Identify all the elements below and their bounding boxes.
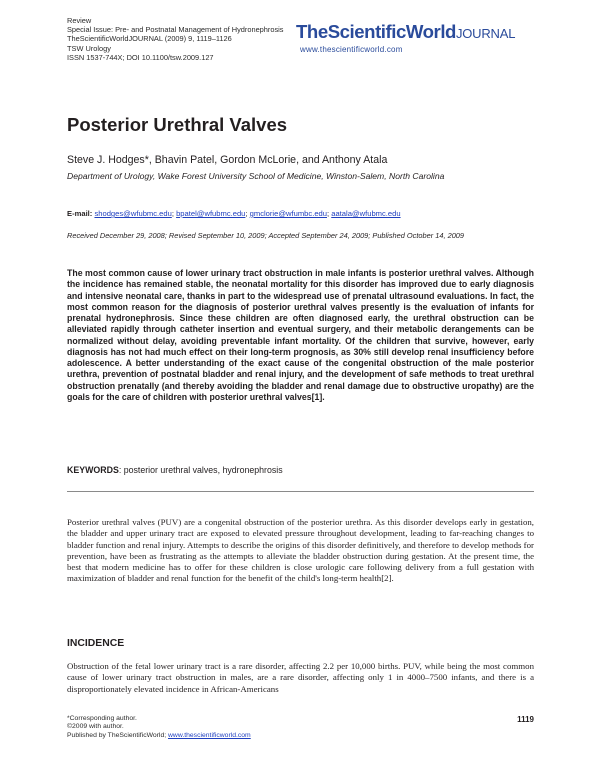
- header-review: Review: [67, 16, 92, 25]
- section-heading-incidence: INCIDENCE: [67, 638, 125, 649]
- email-link-atala[interactable]: aatala@wfubmc.edu: [331, 209, 401, 218]
- email-label: E-mail:: [67, 209, 93, 218]
- footer-published: Published by TheScientificWorld; www.thescientificworld.com: [67, 731, 251, 739]
- header-issn: ISSN 1537-744X; DOI 10.1100/tsw.2009.127: [67, 52, 214, 62]
- logo-url: www.thescientificworld.com: [300, 45, 403, 54]
- incidence-paragraph: Obstruction of the fetal lower urinary tract is a rare disorder, affecting 2.2 per 10,000 births. PUV, while being the most common cause of lower urinary tract obstruction in males, are a rare disorder, affecting only 1 in 4000–7500 infants, and there is a disproportionately elevated incidence in African-Americans: [67, 661, 534, 694]
- header-section: TSW Urology: [67, 43, 111, 53]
- email-link-mclorie[interactable]: gmclorie@wfumbc.edu: [249, 209, 327, 218]
- footer-url-link[interactable]: www.thescientificworld.com: [168, 731, 251, 739]
- page-footer: [67, 715, 251, 740]
- email-link-patel[interactable]: bpatel@wfubmc.edu: [176, 209, 246, 218]
- article-affiliation: Department of Urology, Wake Forest University School of Medicine, Winston-Salem, North Carolina: [67, 171, 445, 181]
- header-special-issue: Special Issue: Pre- and Postnatal Management of Hydronephrosis: [67, 25, 284, 35]
- keywords: [67, 465, 283, 475]
- article-authors: Steve J. Hodges*, Bhavin Patel, Gordon McLorie, and Anthony Atala: [67, 154, 388, 166]
- email-link-hodges[interactable]: shodges@wfubmc.edu: [94, 209, 172, 218]
- author-emails: E-mail: shodges@wfubmc.edu; bpatel@wfubmc.edu; gmclorie@wfumbc.edu; aatala@wfubmc.edu: [67, 209, 401, 218]
- section-divider: [67, 491, 534, 492]
- footer-corresponding: *Corresponding author.: [67, 715, 137, 722]
- journal-logo: [296, 22, 536, 68]
- page-number: 1119: [517, 715, 534, 724]
- article-title: Posterior Urethral Valves: [67, 114, 288, 135]
- logo-wordmark: TheScientificWorldJOURNAL: [296, 21, 516, 42]
- journal-header-meta: [67, 16, 307, 62]
- publication-dates: Received December 29, 2008; Revised September 10, 2009; Accepted September 24, 2009; Published October 14, 2009: [67, 231, 465, 240]
- keywords-label: KEYWORDS: [67, 465, 119, 475]
- footer-copyright: ©2009 with author.: [67, 723, 124, 731]
- header-citation: TheScientificWorldJOURNAL (2009) 9, 1119–1126: [67, 34, 232, 44]
- abstract: The most common cause of lower urinary tract obstruction in male infants is posterior urethral valves. Although the incidence has remained stable, the neonatal mortality for this disorder has improved due to early diagnosis and intensive neonatal care, thanks in part to the widespread use of prenatal ultrasound evaluations. In fact, the most common reason for the diagnosis of posterior urethral valves presently is the evaluation of infants for prenatal hydronephrosis. Since these children are often diagnosed early, the urethral obstruction can be alleviated rapidly through catheter insertion and eventual surgery, and their metabolic derangements can be normalized without delay, avoiding preventable infant mortality. Of the children that survive, however, early diagnosis has not had much effect on their long-term prognosis, as 30% still develop renal insufficiency before adolescence. A better understanding of the exact cause of the congenital obstruction of the male posterior urethra, prevention of postnatal bladder and renal injury, and the development of safe methods to treat urethral obstruction prenatally (and thereby avoiding the bladder and renal damage due to obstructive uropathy) are the goals for the care of children with posterior urethral valves[1].: [67, 268, 534, 402]
- intro-paragraph: Posterior urethral valves (PUV) are a congenital obstruction of the posterior urethra. As this disorder develops early in gestation, the bladder and upper urinary tract are exposed to elevated pressure throughout development, leading to far-reaching changes to bladder function and renal injury. Attempts to describe the origins of this disorder definitively, and therefore to develop methods for prevention, have been as frustrating as the attempts to alleviate the bladder obstruction during gestation. At the present time, the best that modern medicine has to offer for these children is close urologic care following delivery from a full gestation with maximization of bladder and renal function for the benefit of the child's long-term health[2].: [67, 517, 534, 584]
- keywords-value: : posterior urethral valves, hydronephrosis: [118, 465, 283, 475]
